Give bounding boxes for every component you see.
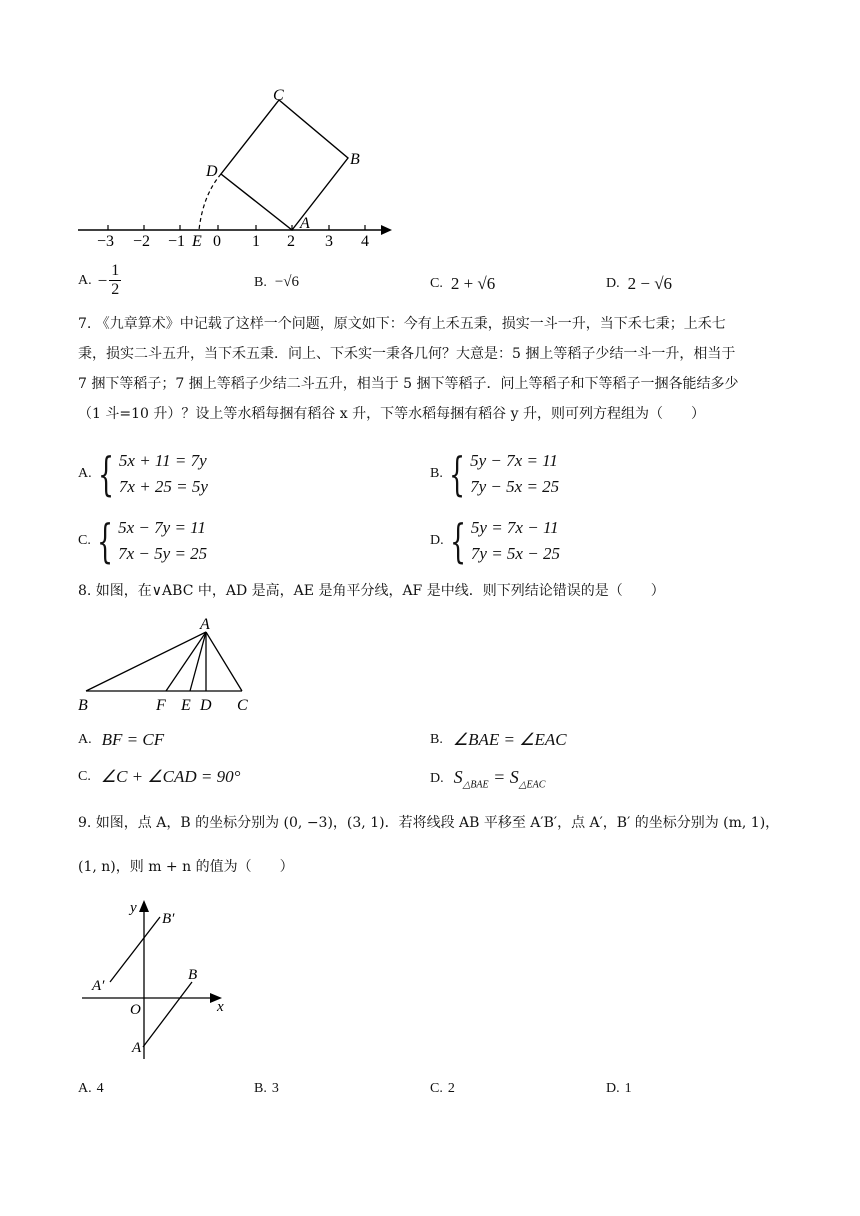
number-line-arrow <box>381 225 392 235</box>
point-a-prime: A′ <box>92 978 105 994</box>
square-abcd <box>221 100 348 230</box>
q6-option-b[interactable] <box>254 274 299 291</box>
option-text: 2 <box>447 1081 455 1096</box>
q9-line2: (1, n)，则 m + n 的值为（ ） <box>78 859 294 875</box>
point-c: C <box>237 697 248 714</box>
brace-icon: { <box>96 514 113 568</box>
option-label: A. <box>78 732 92 747</box>
equation-2: 7y − 5x = 25 <box>470 477 560 496</box>
q6-option-a[interactable] <box>78 262 121 299</box>
option-text: ∠C + ∠CAD = 90° <box>100 767 241 786</box>
equals-symbol: = S <box>488 767 519 787</box>
q7-line: 7 捆下等稻子；7 捆上等稻子少结二斗五升，相当于 5 捆下等稻子．问上等稻子和下等稻子一捆各能结多少 <box>78 376 739 392</box>
equation-2: 7y = 5x − 25 <box>470 544 560 563</box>
tick-label: 0 <box>213 233 221 250</box>
equation-2: 7x + 25 = 5y <box>118 477 208 496</box>
triangle-abc <box>86 632 242 691</box>
q6-option-d[interactable] <box>606 274 672 294</box>
q7-line: （1 斗=10 升）？设上等水稻每捆有稻谷 x 升，下等水稻每捆有稻谷 y 升，则可列方程组为（ ） <box>78 406 705 422</box>
q9-figure <box>80 895 240 1065</box>
point-b: B <box>188 967 198 983</box>
point-b: B <box>350 151 360 168</box>
option-text: 2 + √6 <box>450 274 496 293</box>
q7-option-d[interactable] <box>430 515 560 567</box>
point-c: C <box>273 87 284 104</box>
option-label: B. <box>254 274 267 290</box>
equation-system <box>119 448 208 500</box>
equation-2: 7x − 5y = 25 <box>118 544 208 563</box>
tick-label: 1 <box>252 233 260 250</box>
option-sign: − <box>97 270 108 290</box>
q6-option-c[interactable] <box>430 274 495 294</box>
q8-option-a[interactable] <box>78 730 164 750</box>
option-label: A. <box>78 272 92 288</box>
q9-option-c[interactable] <box>430 1081 455 1097</box>
option-label: C. <box>78 533 91 548</box>
q7-option-c[interactable] <box>78 515 207 567</box>
tick-label: 4 <box>361 233 369 250</box>
y-axis-label: y <box>130 900 137 916</box>
point-f: F <box>156 697 166 714</box>
q7-option-b[interactable] <box>430 448 559 500</box>
tick-label: 2 <box>287 233 295 250</box>
option-label: C. <box>78 769 91 784</box>
option-label: D. <box>606 1081 620 1096</box>
origin-label: O <box>130 1002 141 1018</box>
option-text: 2 − √6 <box>627 274 673 293</box>
tick-marks <box>108 225 365 230</box>
option-label: D. <box>430 770 444 786</box>
option-label: A. <box>78 1081 92 1096</box>
q7-stem <box>78 309 739 429</box>
q9-line1: 9. 如图，点 A，B 的坐标分别为 (0, −3)，(3, 1)．若将线段 AB 平移至 A′B′，点 A′，B′ 的坐标分别为 (m, 1)， <box>78 815 780 831</box>
area-subscript: △EAC <box>518 779 546 791</box>
x-axis-label: x <box>217 999 224 1015</box>
q8-stem: 8. 如图，在∨ABC 中，AD 是高，AE 是角平分线，AF 是中线．则下列结论错误的是（ ） <box>78 583 665 599</box>
option-label: B. <box>254 1081 267 1096</box>
option-text: −√6 <box>274 274 300 290</box>
point-a: A <box>200 616 210 633</box>
equation-system <box>471 515 560 567</box>
equation-1: 5x + 11 = 7y <box>118 451 207 470</box>
option-label: B. <box>430 466 443 481</box>
option-text: 4 <box>96 1081 104 1096</box>
option-label: A. <box>78 466 92 481</box>
q6-figure <box>70 80 410 250</box>
q9-option-b[interactable] <box>254 1081 279 1097</box>
point-b: B <box>78 697 88 714</box>
q8-figure <box>70 612 270 716</box>
point-d: D <box>206 163 218 180</box>
fraction-denominator: 2 <box>111 281 120 298</box>
arc-de <box>199 174 221 230</box>
equation-1: 5x − 7y = 11 <box>118 518 206 537</box>
point-e: E <box>181 697 191 714</box>
equation-system <box>118 515 207 567</box>
q7-option-a[interactable] <box>78 448 208 500</box>
option-text: 3 <box>271 1081 279 1096</box>
tick-label: −1 <box>168 233 186 250</box>
equation-1: 5y − 7x = 11 <box>470 451 558 470</box>
fraction <box>109 262 121 299</box>
option-label: B. <box>430 732 443 747</box>
equation-1: 5y = 7x − 11 <box>470 518 559 537</box>
option-label: C. <box>430 1081 443 1096</box>
point-a: A <box>300 215 310 232</box>
segment-a-prime-b-prime <box>110 917 160 982</box>
brace-icon: { <box>97 447 114 501</box>
option-text-area <box>454 767 546 791</box>
point-e: E <box>192 233 202 250</box>
point-d: D <box>200 697 212 714</box>
brace-icon: { <box>448 447 465 501</box>
option-label: D. <box>606 276 620 291</box>
q8-option-c[interactable] <box>78 767 240 787</box>
option-text: ∠BAE = ∠EAC <box>452 730 567 749</box>
point-b-prime: B′ <box>162 911 175 927</box>
point-a: A <box>132 1040 142 1056</box>
y-axis-arrow <box>139 900 149 912</box>
option-label: D. <box>430 533 444 548</box>
q7-line: 秉，损实二斗五升，当下禾五秉．问上、下禾实一秉各几何？大意是：5 捆上等稻子少结一斗一升，相当于 <box>78 346 736 362</box>
option-text: 1 <box>624 1081 632 1096</box>
tick-label: −3 <box>97 233 115 250</box>
option-label: C. <box>430 276 443 291</box>
option-text: BF = CF <box>101 730 165 749</box>
area-symbol: S <box>453 767 463 787</box>
q8-option-b[interactable] <box>430 730 567 750</box>
q9-option-d[interactable] <box>606 1081 632 1097</box>
area-subscript: △BAE <box>462 779 489 791</box>
fraction-numerator: 1 <box>111 262 120 279</box>
q9-option-a[interactable] <box>78 1081 104 1097</box>
q8-option-d[interactable] <box>430 767 545 791</box>
q7-line: 7. 《九章算术》中记载了这样一个问题，原文如下：今有上禾五秉，损实一斗一升，当下禾七秉；上禾七 <box>78 316 726 332</box>
equation-system <box>470 448 559 500</box>
segment-ab <box>143 982 192 1047</box>
tick-label: −2 <box>133 233 151 250</box>
brace-icon: { <box>449 514 466 568</box>
tick-label: 3 <box>325 233 333 250</box>
